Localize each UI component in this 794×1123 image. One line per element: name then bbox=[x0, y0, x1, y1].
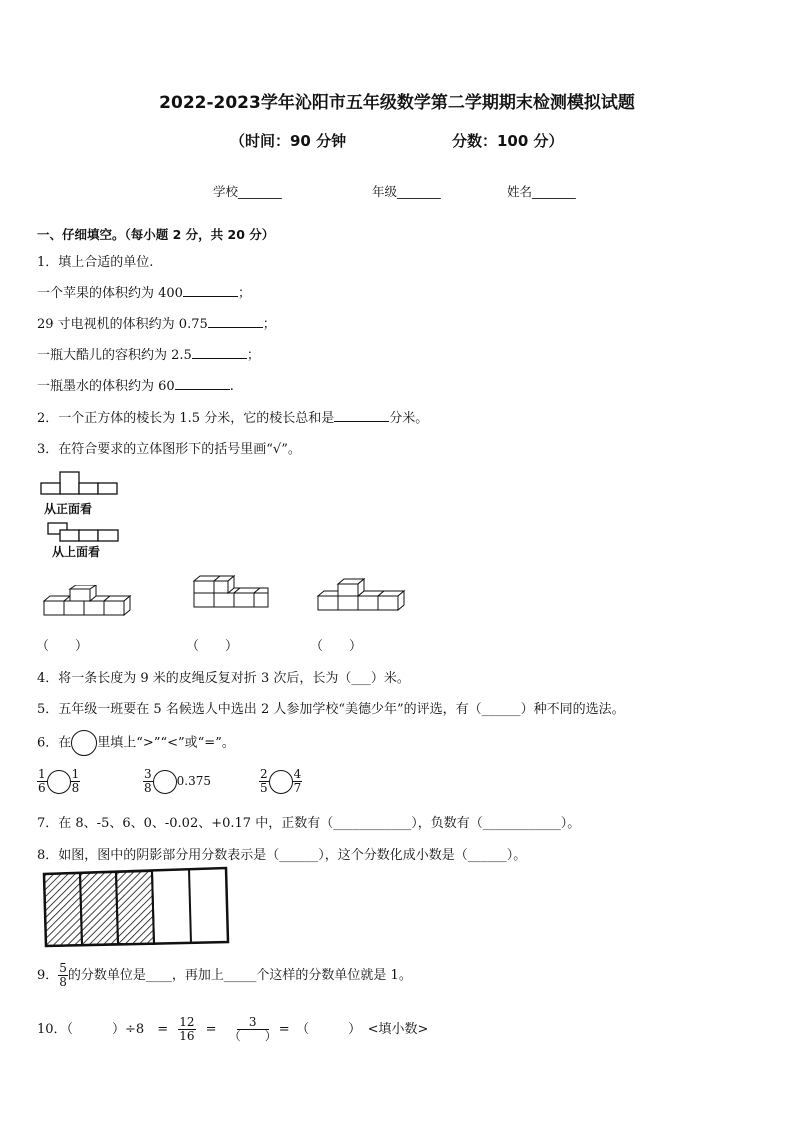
answer-blank[interactable] bbox=[183, 283, 238, 297]
compare-item-2 bbox=[143, 768, 211, 795]
question-10-end: = （ ） <填小数> bbox=[278, 1022, 429, 1037]
question-9-num: 9． bbox=[37, 968, 59, 983]
question-4: 4．将一条长度为 9 米的皮绳反复对折 3 次后，长为（___）米。 bbox=[37, 671, 410, 686]
fraction: $\frac{3}{8}$ bbox=[144, 767, 152, 795]
question-6-text-end: 里填上“>”“<”或“=”。 bbox=[97, 735, 235, 751]
answer-blank[interactable] bbox=[175, 376, 230, 390]
question-6-text: 6．在 bbox=[37, 735, 72, 751]
compare-circle[interactable] bbox=[269, 770, 293, 794]
exam-time: （时间：90 分钟 bbox=[230, 132, 347, 150]
compare-circle[interactable] bbox=[47, 770, 71, 794]
question-9 bbox=[37, 962, 412, 989]
fraction: $\frac{2}{5}$ bbox=[260, 767, 268, 795]
compare-item-1 bbox=[37, 768, 80, 795]
school-field: 学校_______ bbox=[213, 184, 282, 199]
top-view-label: 从上面看 bbox=[52, 545, 101, 559]
question-1-stem: 1．填上合适的单位. bbox=[37, 255, 154, 270]
name-field: 姓名_______ bbox=[507, 184, 576, 199]
question-10-text: 10．（ ）÷8 = bbox=[37, 1022, 169, 1037]
answer-paren-b[interactable]: （ ） bbox=[186, 639, 239, 654]
fraction: $\frac{3}{( )}$ bbox=[228, 1015, 277, 1043]
fraction: $\frac{12}{16}$ bbox=[179, 1015, 195, 1043]
circle-icon bbox=[71, 730, 97, 756]
fraction: $\frac{4}{7}$ bbox=[293, 767, 302, 795]
shaded-rectangle-diagram bbox=[40, 866, 232, 950]
answer-paren-a[interactable]: （ ） bbox=[36, 639, 89, 654]
equals-sign: = bbox=[205, 1022, 217, 1037]
question-2 bbox=[37, 407, 428, 426]
question-1c-text: 一瓶大酷儿的容积约为 2.5 bbox=[37, 348, 192, 363]
question-1a-end: ； bbox=[237, 286, 251, 301]
question-1b-text: 29 寸电视机的体积约为 0.75 bbox=[37, 317, 208, 332]
question-1b bbox=[37, 313, 276, 332]
question-1b-end: ； bbox=[262, 317, 276, 332]
question-10 bbox=[37, 1016, 428, 1043]
front-view-label: 从正面看 bbox=[44, 502, 93, 516]
decimal-value: 0.375 bbox=[176, 774, 211, 788]
exam-score: 分数：100 分） bbox=[452, 132, 564, 150]
question-1d bbox=[37, 375, 234, 394]
question-1c-end: ； bbox=[246, 348, 260, 363]
fraction: $\frac{1}{6}$ bbox=[38, 767, 46, 795]
solid-figure-b bbox=[190, 575, 276, 611]
question-2-text: 2．一个正方体的棱长为 1.5 分米，它的棱长总和是 bbox=[37, 411, 335, 426]
answer-blank[interactable] bbox=[334, 408, 389, 422]
page-title: 2022-2023学年沁阳市五年级数学第二学期期末检测模拟试题 bbox=[159, 93, 635, 113]
question-2-end: 分米。 bbox=[389, 411, 429, 426]
answer-blank[interactable] bbox=[208, 314, 263, 328]
question-1d-text: 一瓶墨水的体积约为 60 bbox=[37, 379, 175, 394]
question-1a-text: 一个苹果的体积约为 400 bbox=[37, 286, 183, 301]
question-1d-end: . bbox=[229, 379, 234, 394]
fraction: $\frac{5}{8}$ bbox=[59, 961, 67, 989]
grade-field: 年级_______ bbox=[372, 184, 441, 199]
question-3-stem: 3．在符合要求的立体图形下的括号里画“√”。 bbox=[37, 442, 301, 457]
question-1c bbox=[37, 344, 260, 363]
solid-figure-a bbox=[40, 585, 136, 619]
answer-blank[interactable] bbox=[192, 345, 247, 359]
question-6 bbox=[37, 730, 235, 756]
solid-figure-c bbox=[314, 576, 408, 614]
section-heading: 一、仔细填空。（每小题 2 分，共 20 分） bbox=[37, 227, 275, 242]
compare-circle[interactable] bbox=[153, 770, 177, 794]
question-1a bbox=[37, 282, 251, 301]
compare-item-3 bbox=[259, 768, 302, 795]
answer-paren-c[interactable]: （ ） bbox=[310, 639, 363, 654]
question-9-text: 的分数单位是____，再加上_____个这样的分数单位就是 1。 bbox=[67, 968, 412, 983]
fraction: $\frac{1}{8}$ bbox=[71, 767, 80, 795]
question-7: 7．在 8、-5、6、0、-0.02、+0.17 中，正数有（____________），负数有（____________）。 bbox=[37, 816, 581, 831]
question-8: 8．如图，图中的阴影部分用分数表示是（______），这个分数化成小数是（______）。 bbox=[37, 848, 527, 863]
question-5: 5．五年级一班要在 5 名候选人中选出 2 人参加学校“美德少年”的评选，有（______）种不同的选法。 bbox=[37, 702, 625, 717]
